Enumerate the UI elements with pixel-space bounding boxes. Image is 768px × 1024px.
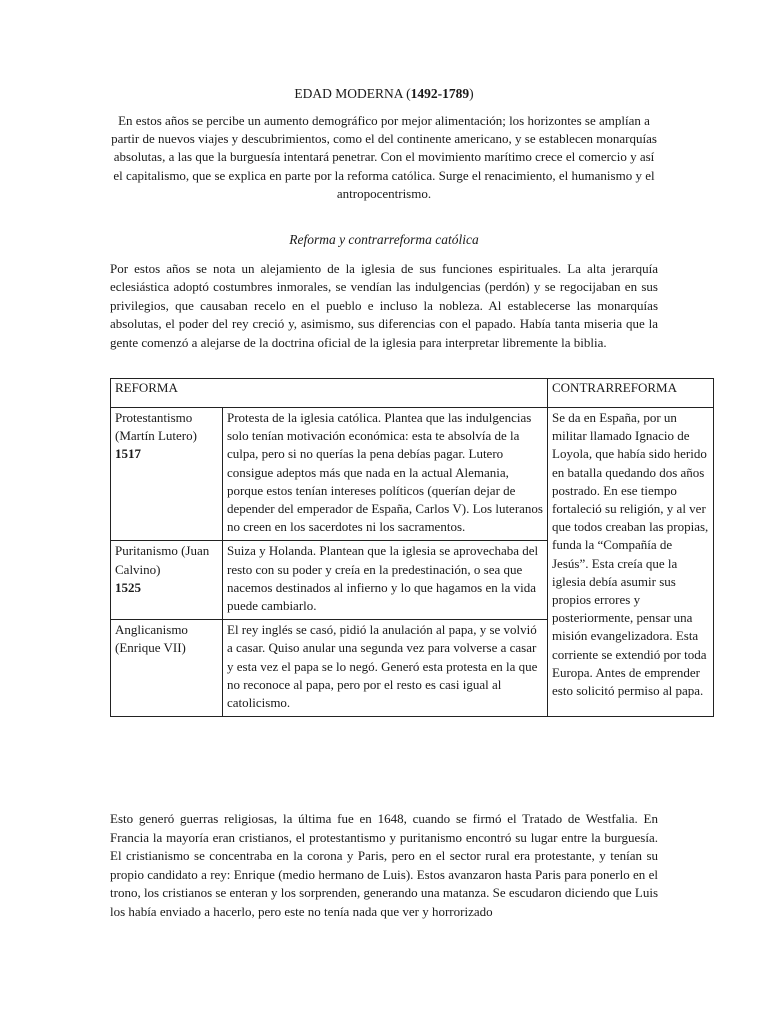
movement-year: 1517 — [115, 446, 141, 462]
row-name-cell — [111, 620, 223, 717]
movement-name: Puritanismo (Juan Calvino) — [115, 543, 210, 577]
header-reforma: REFORMA — [111, 379, 548, 408]
page-title — [0, 86, 768, 102]
movement-name: Anglicanismo (Enrique VII) — [115, 622, 188, 656]
intro-paragraph: En estos años se percibe un aumento demográfico por mejor alimentación; los horizontes se amplían a partir de nuevos viajes y descubrimientos, como el del continente americano, y se establecen monarquías absolutas, a las que la burguesía intentará penetrar. Con el movimiento marítimo crece el comercio y así el capitalismo, que se explica en parte por la reforma católica. Surge el renacimiento, el humanismo y el antropocentrismo. — [111, 113, 657, 201]
table-header-row — [111, 379, 714, 408]
title-prefix: EDAD MODERNA ( — [294, 86, 411, 101]
contrarreforma-description: Se da en España, por un militar llamado Ignacio de Loyola, que había sido herido en batalla quedando dos años postrado. En ese tiempo fortaleció su religión, y al ver que todos creaban las propias, funda la “Compañía de Jesús”. Esta creía que la iglesia debía asumir sus propios errores y posteriormente, pensar una misión evangelizadora. Esta corriente se extendió por toda Europa. Antes de emprender esto solicitó permiso al papa. — [548, 408, 714, 717]
header-contrarreforma: CONTRARREFORMA — [548, 379, 714, 408]
table-row — [111, 408, 714, 541]
row-description: Protesta de la iglesia católica. Plantea que las indulgencias solo tenían motivación económica: esta te absolvía de la culpa, pero si no querías la pena debías pagar. Lutero consigue adeptos más que nada en la actual Alemania, porque estos tenían intereses políticos (querían dejar de depender del emperador de España, Carlos V). Los luteranos no creen en los sacerdotes ni los sacramentos. — [223, 408, 548, 541]
reform-table — [110, 378, 714, 717]
body-paragraph-2: Esto generó guerras religiosas, la última fue en 1648, cuando se firmó el Tratado de Westfalia. En Francia la mayoría eran cristianos, el protestantismo y puritanismo encontró su lugar entre la burguesía. El cristianismo se concentraba en la corona y Paris, pero en el sector rural era protestante, y tenían su propio candidato a rey: Enrique (medio hermano de Luis). Estos avanzaron hasta Paris para ponerlo en el trono, los cristianos se enteran y los sorprenden, generando una matanza. Se escudaron diciendo que Luis los había enviado a hacerlo, pero este no tenía nada que ver y horrorizado — [110, 811, 658, 919]
title-years: 1492-1789 — [410, 86, 470, 101]
title-suffix: ) — [469, 86, 474, 101]
movement-name: Protestantismo (Martín Lutero) — [115, 410, 197, 444]
movement-year: 1525 — [115, 579, 141, 595]
row-name-cell — [111, 541, 223, 620]
row-name-cell — [111, 408, 223, 541]
body-paragraph-1: Por estos años se nota un alejamiento de la iglesia de sus funciones espirituales. La alta jerarquía eclesiástica adoptó costumbres inmorales, se vendían las indulgencias (perdón) y se regocijaban en sus privilegios, que causaban recelo en el pueblo e incluso la nobleza. Al establecerse las monarquías absolutas, el poder del rey creció y, asimismo, sus diferencias con el papado. Había tanta miseria que la gente comenzó a alejarse de la doctrina oficial de la iglesia para interpretar libremente la biblia. — [110, 261, 658, 350]
row-description: Suiza y Holanda. Plantean que la iglesia se aprovechaba del resto con su poder y creía en la predestinación, o sea que nacemos destinados al infierno y lo que hagamos en la vida puede cambiarlo. — [223, 541, 548, 620]
section-subtitle: Reforma y contrarreforma católica — [289, 232, 479, 247]
row-description: El rey inglés se casó, pidió la anulación al papa, y se volvió a casar. Quiso anular una segunda vez para volverse a casar y esta vez el papa se lo negó. Generó esta protesta en la que no reconoce al papa, pero por el resto es casi igual al catolicismo. — [223, 620, 548, 717]
